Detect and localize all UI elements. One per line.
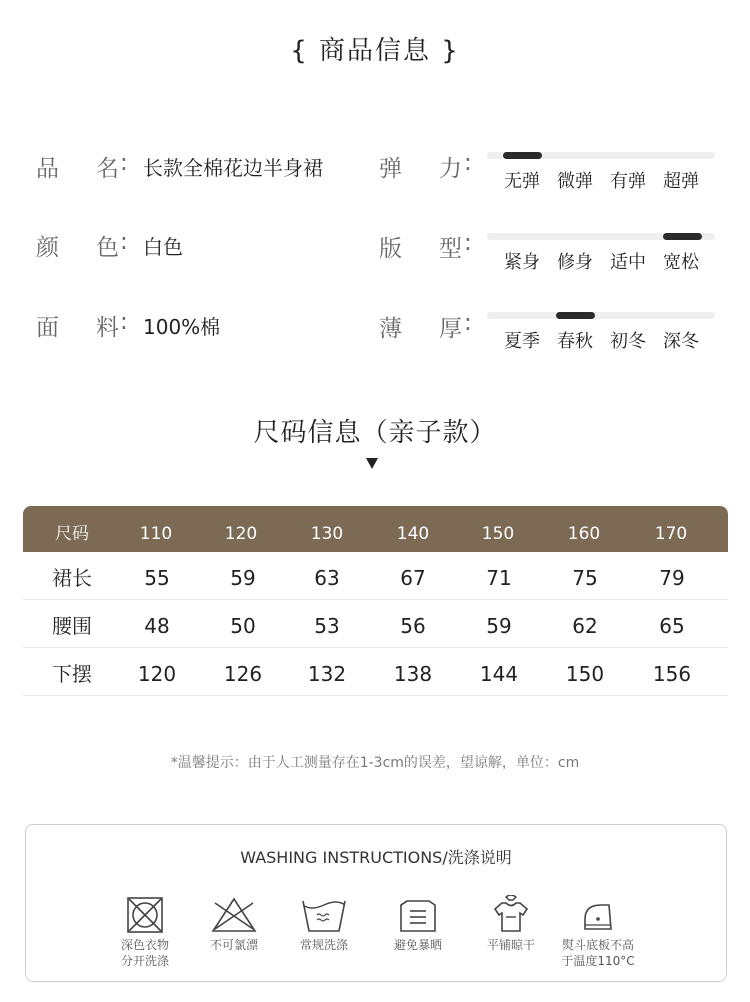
table-cell: 67: [400, 566, 426, 590]
product-info-title: { 商品信息 }: [290, 36, 460, 66]
table-cell: 63: [314, 566, 340, 590]
size-info-title: 尺码信息（亲子款）: [253, 418, 497, 448]
table-cell: 65: [659, 614, 685, 638]
header-cell: 170: [654, 524, 688, 544]
iron-icon: [573, 895, 623, 935]
wash-item: [466, 895, 556, 953]
header-cell: 140: [396, 524, 430, 544]
wash-label: 熨斗底板不高: [561, 938, 634, 952]
table-cell: 62: [572, 614, 598, 638]
thickness-option: 初冬: [610, 331, 646, 352]
thickness-option: 春秋: [557, 331, 593, 352]
fit-option: 修身: [557, 252, 593, 273]
thickness-track: [487, 312, 715, 319]
elasticity-label-first: 弹: [379, 156, 402, 182]
thickness-label-first: 薄: [379, 316, 402, 342]
table-cell: 132: [307, 662, 347, 686]
elasticity-option: 超弹: [663, 171, 699, 192]
thickness-label-second: 厚: [439, 316, 462, 342]
table-cell: 59: [486, 614, 512, 638]
table-cell: 下摆: [52, 662, 92, 686]
table-row: [23, 600, 728, 648]
fabric-label-first: 面: [36, 315, 59, 341]
table-cell: 120: [137, 662, 177, 686]
name-label-second: 名: [96, 156, 119, 182]
down-arrow-icon: [366, 458, 378, 469]
wash-label: 平铺晾干: [486, 938, 535, 952]
color-label-first: 颜: [36, 235, 59, 261]
table-cell: 56: [400, 614, 426, 638]
wash-item: [373, 895, 463, 953]
size-table: [23, 506, 728, 696]
table-cell: 150: [565, 662, 605, 686]
elasticity-option: 有弹: [610, 171, 646, 192]
wash-label: 常规洗涤: [299, 938, 348, 952]
header-cell: 尺码: [55, 524, 89, 544]
name-value: 长款全棉花边半身裙: [143, 156, 323, 180]
color-colon: :: [120, 229, 128, 255]
no-tumble-dry-icon: [120, 895, 170, 935]
thickness-indicator: [556, 312, 595, 319]
table-cell: 50: [230, 614, 256, 638]
elasticity-option: 微弹: [557, 171, 593, 192]
fit-indicator: [663, 233, 702, 240]
color-value: 白色: [143, 235, 183, 259]
washing-title: WASHING INSTRUCTIONS/洗涤说明: [240, 848, 512, 867]
wash-label-second-line: 于温度110°C: [561, 954, 635, 968]
fit-option: 适中: [610, 252, 646, 273]
thickness-option: 深冬: [663, 331, 699, 352]
table-cell: 腰围: [52, 614, 92, 638]
wash-item: [553, 895, 643, 969]
fit-option: 宽松: [663, 252, 699, 273]
size-table-header: [23, 506, 728, 552]
table-cell: 144: [479, 662, 519, 686]
table-row: [23, 648, 728, 696]
table-cell: 48: [144, 614, 170, 638]
thickness-option: 夏季: [504, 331, 540, 352]
wash-label: 避免暴晒: [393, 938, 442, 952]
wash-item: [100, 895, 190, 969]
thickness-colon: :: [464, 310, 472, 336]
fabric-colon: :: [120, 309, 128, 335]
wash-label-second-line: 分开洗涤: [120, 954, 169, 968]
wash-label: 不可氯漂: [209, 938, 258, 952]
wash-item: [189, 895, 279, 953]
name-colon: :: [120, 150, 128, 176]
header-cell: 130: [310, 524, 344, 544]
elasticity-label-second: 力: [439, 156, 462, 182]
flat-dry-icon: [486, 895, 536, 935]
elasticity-colon: :: [464, 150, 472, 176]
table-cell: 138: [393, 662, 433, 686]
elasticity-option: 无弹: [504, 171, 540, 192]
table-row: [23, 552, 728, 600]
fit-option: 紧身: [504, 252, 540, 273]
wash-basin-icon: [299, 895, 349, 935]
measurement-tip: *温馨提示：由于人工测量存在1-3cm的误差，望谅解，单位：cm: [170, 755, 580, 771]
table-cell: 75: [572, 566, 598, 590]
header-cell: 160: [567, 524, 601, 544]
fabric-label-second: 料: [96, 315, 119, 341]
table-cell: 53: [314, 614, 340, 638]
no-sun-dry-icon: [393, 895, 443, 935]
color-label-second: 色: [96, 235, 119, 261]
fit-colon: :: [464, 230, 472, 256]
table-cell: 71: [486, 566, 512, 590]
header-cell: 120: [224, 524, 258, 544]
fabric-value: 100%棉: [143, 315, 221, 339]
table-cell: 156: [652, 662, 692, 686]
table-cell: 裙长: [52, 566, 92, 590]
header-cell: 150: [481, 524, 515, 544]
elasticity-indicator: [503, 152, 542, 159]
fit-label-second: 型: [439, 236, 462, 262]
wash-item: [279, 895, 369, 953]
header-cell: 110: [139, 524, 173, 544]
table-cell: 79: [659, 566, 685, 590]
wash-label: 深色衣物: [120, 938, 169, 952]
fit-label-first: 版: [379, 236, 402, 262]
table-cell: 59: [230, 566, 256, 590]
washing-instructions-panel: [25, 824, 727, 982]
table-cell: 126: [223, 662, 263, 686]
no-bleach-icon: [209, 895, 259, 935]
name-label-first: 品: [36, 156, 59, 182]
table-cell: 55: [144, 566, 170, 590]
